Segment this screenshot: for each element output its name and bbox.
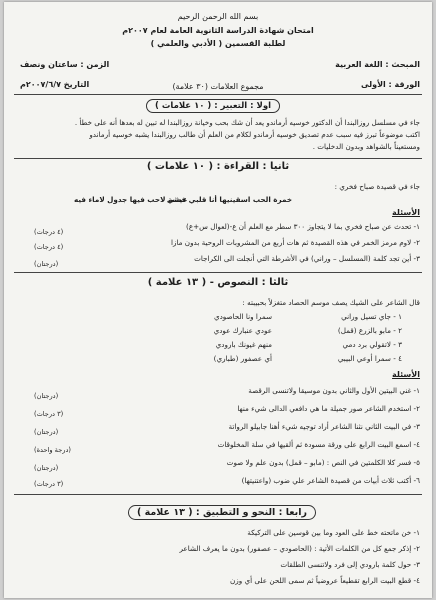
section-texts-title: ثالثا : النصوص - ( ١٣ علامة ) — [147, 277, 289, 288]
texts-question: ٥- فسر كلا الكلمتين في النص : (مابو – قمل) بدون علم ولا صوت — [226, 458, 420, 467]
poem-verse-right: ٣ - لاتقولي برد دمي — [342, 340, 402, 349]
question-mark: (٤ درجات) — [34, 228, 64, 236]
section-divider — [14, 494, 422, 495]
essay-line: جاء في مسلسل روزالبندا أن الدكتور خوسيه أرماندو يعد أن شك بحب وخيانة روزالبندا له تبين له بعدها أنه على خطأ . — [74, 118, 420, 127]
poem-verse-left: أي عصفور (طباري) — [213, 354, 272, 363]
paper-label: الورقة : الأولى — [361, 80, 420, 89]
date-label: التاريخ ٢٠٠٧/٦/٧م — [20, 80, 90, 89]
texts-question: ٢- استخدم الشاعر صور جميلة ما هي دافعي الدالى شيء منها — [237, 404, 420, 413]
texts-question: ٤- اسمع البيت الرابع على ورقة مسودة ثم ألقيها في سلة المخلوقات — [217, 440, 420, 449]
reading-question: ٣- أين تجد كلمة (المسلسل – وراني) في الأشرطة التي أنجلت الى الكراجات — [194, 254, 420, 263]
poem-verse-left: عودي عنبارك عودي — [213, 326, 272, 335]
reading-question: ١- تحدث عن صباح فخري بما لا يتجاوز ٣٠٠ سطر مع العلم أن ع-(لعوال س+ع) — [186, 222, 420, 231]
question-mark: (درجتان) — [34, 392, 59, 400]
subject-label: المبحث : اللغة العربية — [335, 60, 420, 69]
section-reading-title: ثانيا : القراءة : ( ١٠ علامات ) — [146, 161, 290, 172]
questions-label: الأسئلة — [392, 370, 420, 379]
question-mark: (درجة واحدة) — [34, 446, 71, 454]
texts-question: ٦- أكتب ثلاث أبيات من قصيدة الشاعر علي ضوب (واعتنيتها) — [241, 476, 420, 485]
grammar-question: ٤- قطع البيت الرابع تقطيعاً عروضياً ثم سمى اللحن على أي وزن — [230, 576, 420, 585]
poem-verse-right: ٤ - سمرا أوعي البيبي — [337, 354, 402, 363]
question-mark: (٣ درجات) — [34, 480, 64, 488]
poem-verse-right: ٢ - مابو بالزرع (قمل) — [337, 326, 402, 335]
section-divider — [14, 158, 422, 159]
texts-intro: قال الشاعر على الشيك يصف موسم الحصاد متغزلاً بحبيبته : — [242, 298, 420, 307]
total-marks: مجموع العلامات (٣٠ علامة) — [172, 82, 264, 91]
reading-question: ٢- لاوم مرمز الخمر في هذه القصيدة ثم هات أربع من المشروبات الروحية بدون مازا — [171, 238, 420, 247]
section-essay-title: اولا : التعبير : ( ١٠ علامات ) — [146, 99, 280, 113]
section-divider — [14, 272, 422, 273]
header-divider — [14, 94, 422, 95]
grammar-question: ١- خن ماتحته خط على العود وما بين قوسين على التركيكة — [247, 528, 420, 537]
essay-line: ومستعيناً بالشواهد وبدون الدخليات . — [312, 142, 420, 151]
question-mark: (درجتان) — [34, 260, 59, 268]
verse-right: خمرة الحب اسقينيها أنا قلبي فشي — [166, 195, 292, 204]
poem-verse-right: ١ - جاي تسيل وراني — [341, 312, 402, 321]
section-grammar-title: رابعا : النحو و التطبيق : ( ١٣ علامة ) — [128, 505, 316, 520]
grammar-question: ٣- حول كلمة بارودي إلى فرد ولاتنسى الطلقات — [280, 560, 420, 569]
essay-line: اكتب موضوعاً تبرز فيه سبب عدم تصديق خوسيه أرماندو لكلام من العلم أن طالب روزالبندا يشبه خوسيه أرماندو — [89, 130, 420, 139]
time-label: الزمن : ساعتان ونصف — [20, 60, 110, 69]
question-mark: (٣ درجات) — [34, 410, 64, 418]
verse-left: عيشة لاحب فيها جدول لاماء فيه — [74, 195, 188, 204]
basmala: بسم الله الرحمن الرحيم — [177, 12, 259, 21]
texts-question: ١- غني البيتين الأول والثاني بدون موسيقا ولاتنسى الرقصة — [248, 386, 420, 395]
question-mark: (درجتان) — [34, 428, 59, 436]
question-mark: (٤ درجات) — [34, 243, 64, 251]
texts-question: ٣- في البيت الثاني نثنا الشاعر أراد توجيه شيء أهنا جابيلو الرواتة — [228, 422, 420, 431]
poem-verse-left: سمرا ونا الحاصودي — [213, 312, 272, 321]
exam-title: امتحان شهادة الدراسة الثانوية العامة لعام ٢٠٠٧م — [122, 26, 314, 35]
grammar-question: ٢- إذكر جمع كل من الكلمات الأتية : (الحاصودي – عصفور) بدون ما يعرف الشاعر — [179, 544, 420, 553]
exam-sheet — [4, 2, 432, 598]
reading-intro: جاء في قصيدة صباح فخري : — [334, 182, 420, 191]
poem-verse-left: منهم غيونك بارودي — [215, 340, 272, 349]
question-mark: (درجتان) — [34, 464, 59, 472]
exam-subtitle: لطلبة القسمين ( الأدبي والعلمي ) — [150, 39, 286, 48]
questions-label: الأسئلة — [392, 208, 420, 217]
